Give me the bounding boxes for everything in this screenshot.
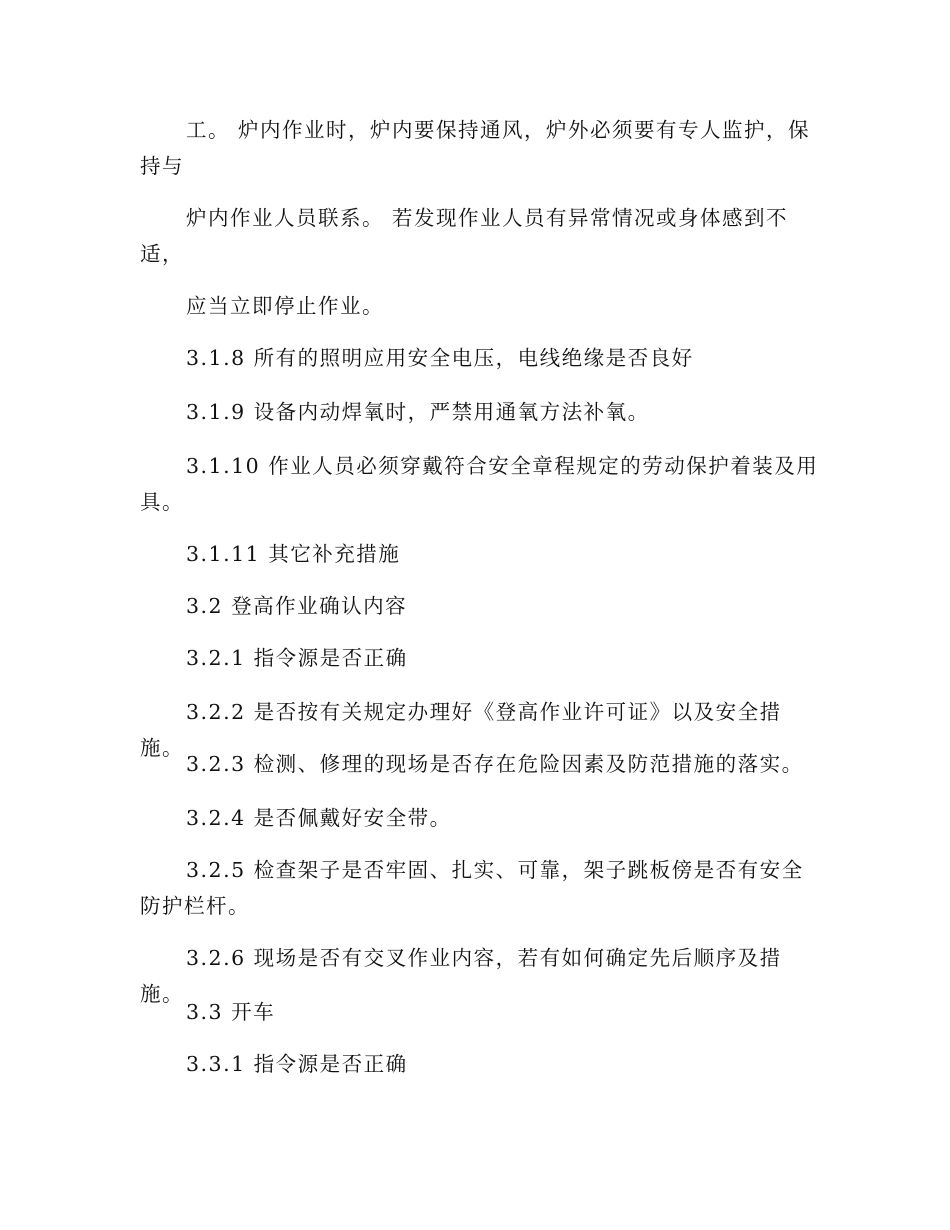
paragraph: 3.1.8 所有的照明应用安全电压，电线绝缘是否良好 — [186, 346, 694, 370]
paragraph: 3.2.3 检测、修理的现场是否存在危险因素及防范措施的落实。 — [186, 752, 804, 776]
paragraph: 3.3.1 指令源是否正确 — [186, 1052, 408, 1076]
paragraph: 3.2.6 现场是否有交叉作业内容，若有如何确定先后顺序及措施。 — [140, 946, 782, 1006]
paragraph: 工。 炉内作业时，炉内要保持通风，炉外必须要有专人监护，保持与 — [140, 118, 811, 178]
paragraph: 3.1.11 其它补充措施 — [186, 542, 401, 566]
paragraph: 应当立即停止作业。 — [186, 294, 384, 318]
paragraph: 3.2.4 是否佩戴好安全带。 — [186, 806, 452, 830]
paragraph: 3.1.10 作业人员必须穿戴符合安全章程规定的劳动保护着装及用具。 — [140, 454, 819, 514]
paragraph: 3.3 开车 — [186, 1000, 276, 1024]
paragraph: 3.2.1 指令源是否正确 — [186, 646, 408, 670]
paragraph: 3.2.5 检查架子是否牢固、扎实、可靠，架子跳板傍是否有安全防护栏杆。 — [140, 858, 804, 918]
paragraph: 3.2.2 是否按有关规定办理好《登高作业许可证》以及安全措施。 — [140, 700, 782, 760]
paragraph: 3.1.9 设备内动焊氧时，严禁用通氧方法补氧。 — [186, 400, 650, 424]
paragraph: 3.2 登高作业确认内容 — [186, 594, 408, 618]
paragraph: 炉内作业人员联系。 若发现作业人员有异常情况或身体感到不适， — [140, 206, 789, 266]
